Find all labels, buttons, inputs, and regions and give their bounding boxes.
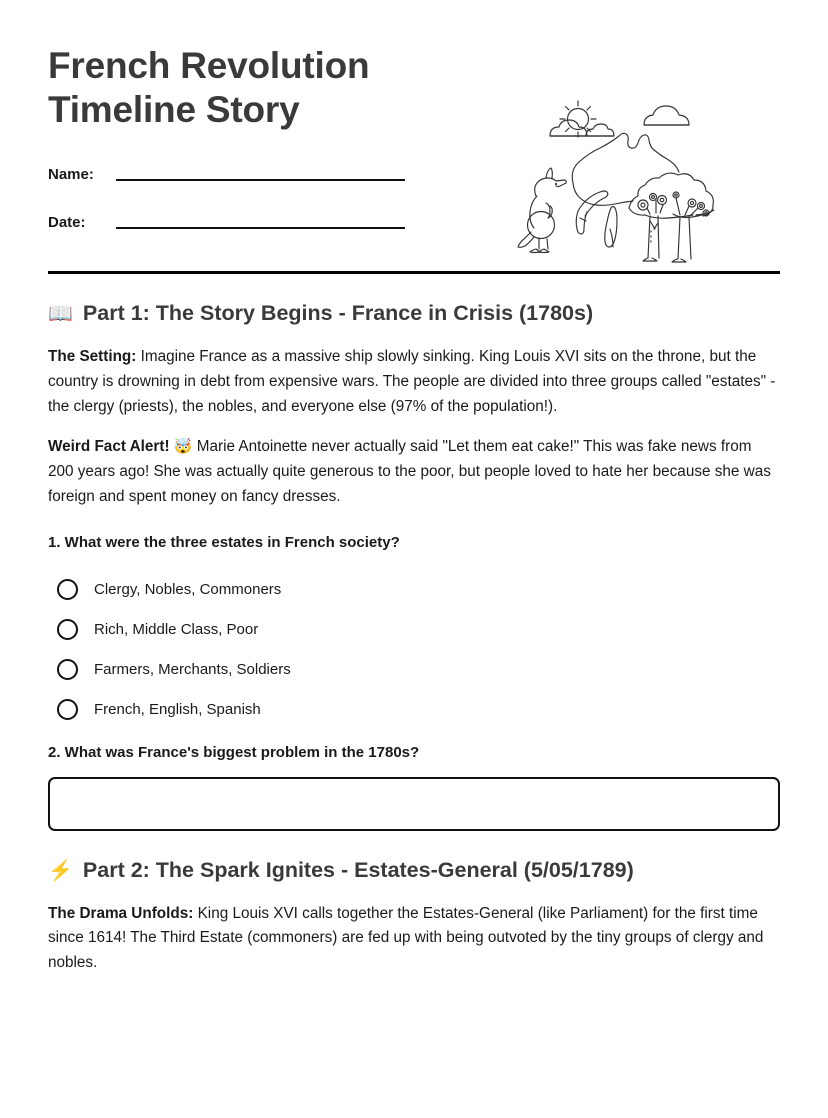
option-2-label: Rich, Middle Class, Poor (94, 620, 259, 638)
section-1-heading (48, 300, 780, 327)
paragraph-lead-drama: The Drama Unfolds: (48, 904, 194, 922)
question-1 (48, 532, 780, 720)
paragraph-body-weird-fact: Marie Antoinette never actually said "Let them eat cake!" This was fake news from 200 years ago! She was actually quite generous to the poor, but people loved to hate her because she was foreign and spent money on fancy dresses. (48, 438, 771, 506)
date-field-label: Date: (48, 213, 86, 231)
paragraph-lead-weird-fact: Weird Fact Alert! (48, 438, 170, 456)
page-title: French Revolution Timeline Story (48, 45, 370, 130)
cloud-upper-right-icon (644, 106, 689, 125)
section-part-1 (48, 300, 780, 830)
digging-stick-icon (605, 207, 617, 248)
mind-blown-face-icon: 🤯 (173, 438, 193, 456)
section-2-heading (48, 857, 780, 884)
australia-scene-illustration (510, 96, 740, 266)
radio-button-1[interactable] (57, 579, 78, 600)
kangaroo-icon (518, 168, 566, 253)
section-2-heading-text: Part 2: The Spark Ignites - Estates-General (5/05/1789) (82, 857, 634, 882)
section-1-heading-text: Part 1: The Story Begins - France in Crisis (1780s) (82, 301, 594, 326)
name-field-label: Name: (48, 165, 94, 183)
option-4[interactable] (48, 699, 780, 720)
option-3-label: Farmers, Merchants, Soldiers (94, 660, 291, 678)
radio-button-3[interactable] (57, 659, 78, 680)
eucalyptus-tree-left-icon (629, 173, 713, 261)
option-1[interactable] (48, 579, 780, 600)
paragraph-the-setting (48, 345, 780, 419)
worksheet-header (48, 0, 780, 231)
section-part-2 (48, 857, 780, 976)
paragraph-body-the-setting: Imagine France as a massive ship slowly sinking. King Louis XVI sits on the throne, but the country is drowning in debt from expensive wars. The people are divided into three groups called "estates" - the clergy (priests), the nobles, and everyone else (97% of the population!). (48, 348, 776, 415)
eucalyptus-tree-right-icon (672, 192, 714, 262)
option-3[interactable] (48, 659, 780, 680)
question-1-text: 1. What were the three estates in French society? (48, 533, 400, 551)
question-1-options (48, 579, 780, 720)
paragraph-the-drama-unfolds (48, 902, 780, 976)
question-2-text: 2. What was France's biggest problem in the 1780s? (48, 743, 420, 761)
open-book-icon: 📖 (48, 303, 73, 326)
radio-button-4[interactable] (57, 699, 78, 720)
lightning-bolt-icon: ⚡ (48, 859, 73, 882)
date-input-line[interactable] (116, 227, 405, 229)
radio-button-2[interactable] (57, 619, 78, 640)
option-4-label: French, English, Spanish (94, 700, 261, 718)
name-input-line[interactable] (116, 179, 405, 181)
boomerang-icon (576, 191, 608, 234)
paragraph-weird-fact (48, 435, 780, 509)
question-2 (48, 742, 780, 831)
header-divider (48, 271, 780, 274)
option-2[interactable] (48, 619, 780, 640)
paragraph-body-drama: King Louis XVI calls together the Estates-General (like Parliament) for the first time since 1614! The Third Estate (commoners) are fed up with being outvoted by the tiny groups of clergy and nobles. (48, 904, 764, 972)
paragraph-lead-the-setting: The Setting: (48, 348, 137, 366)
cloud-right-small-icon (586, 124, 614, 136)
option-1-label: Clergy, Nobles, Commoners (94, 580, 282, 598)
sun-icon (560, 101, 596, 137)
question-2-answer-box[interactable] (48, 777, 780, 831)
australia-map-outline-icon (572, 133, 679, 205)
